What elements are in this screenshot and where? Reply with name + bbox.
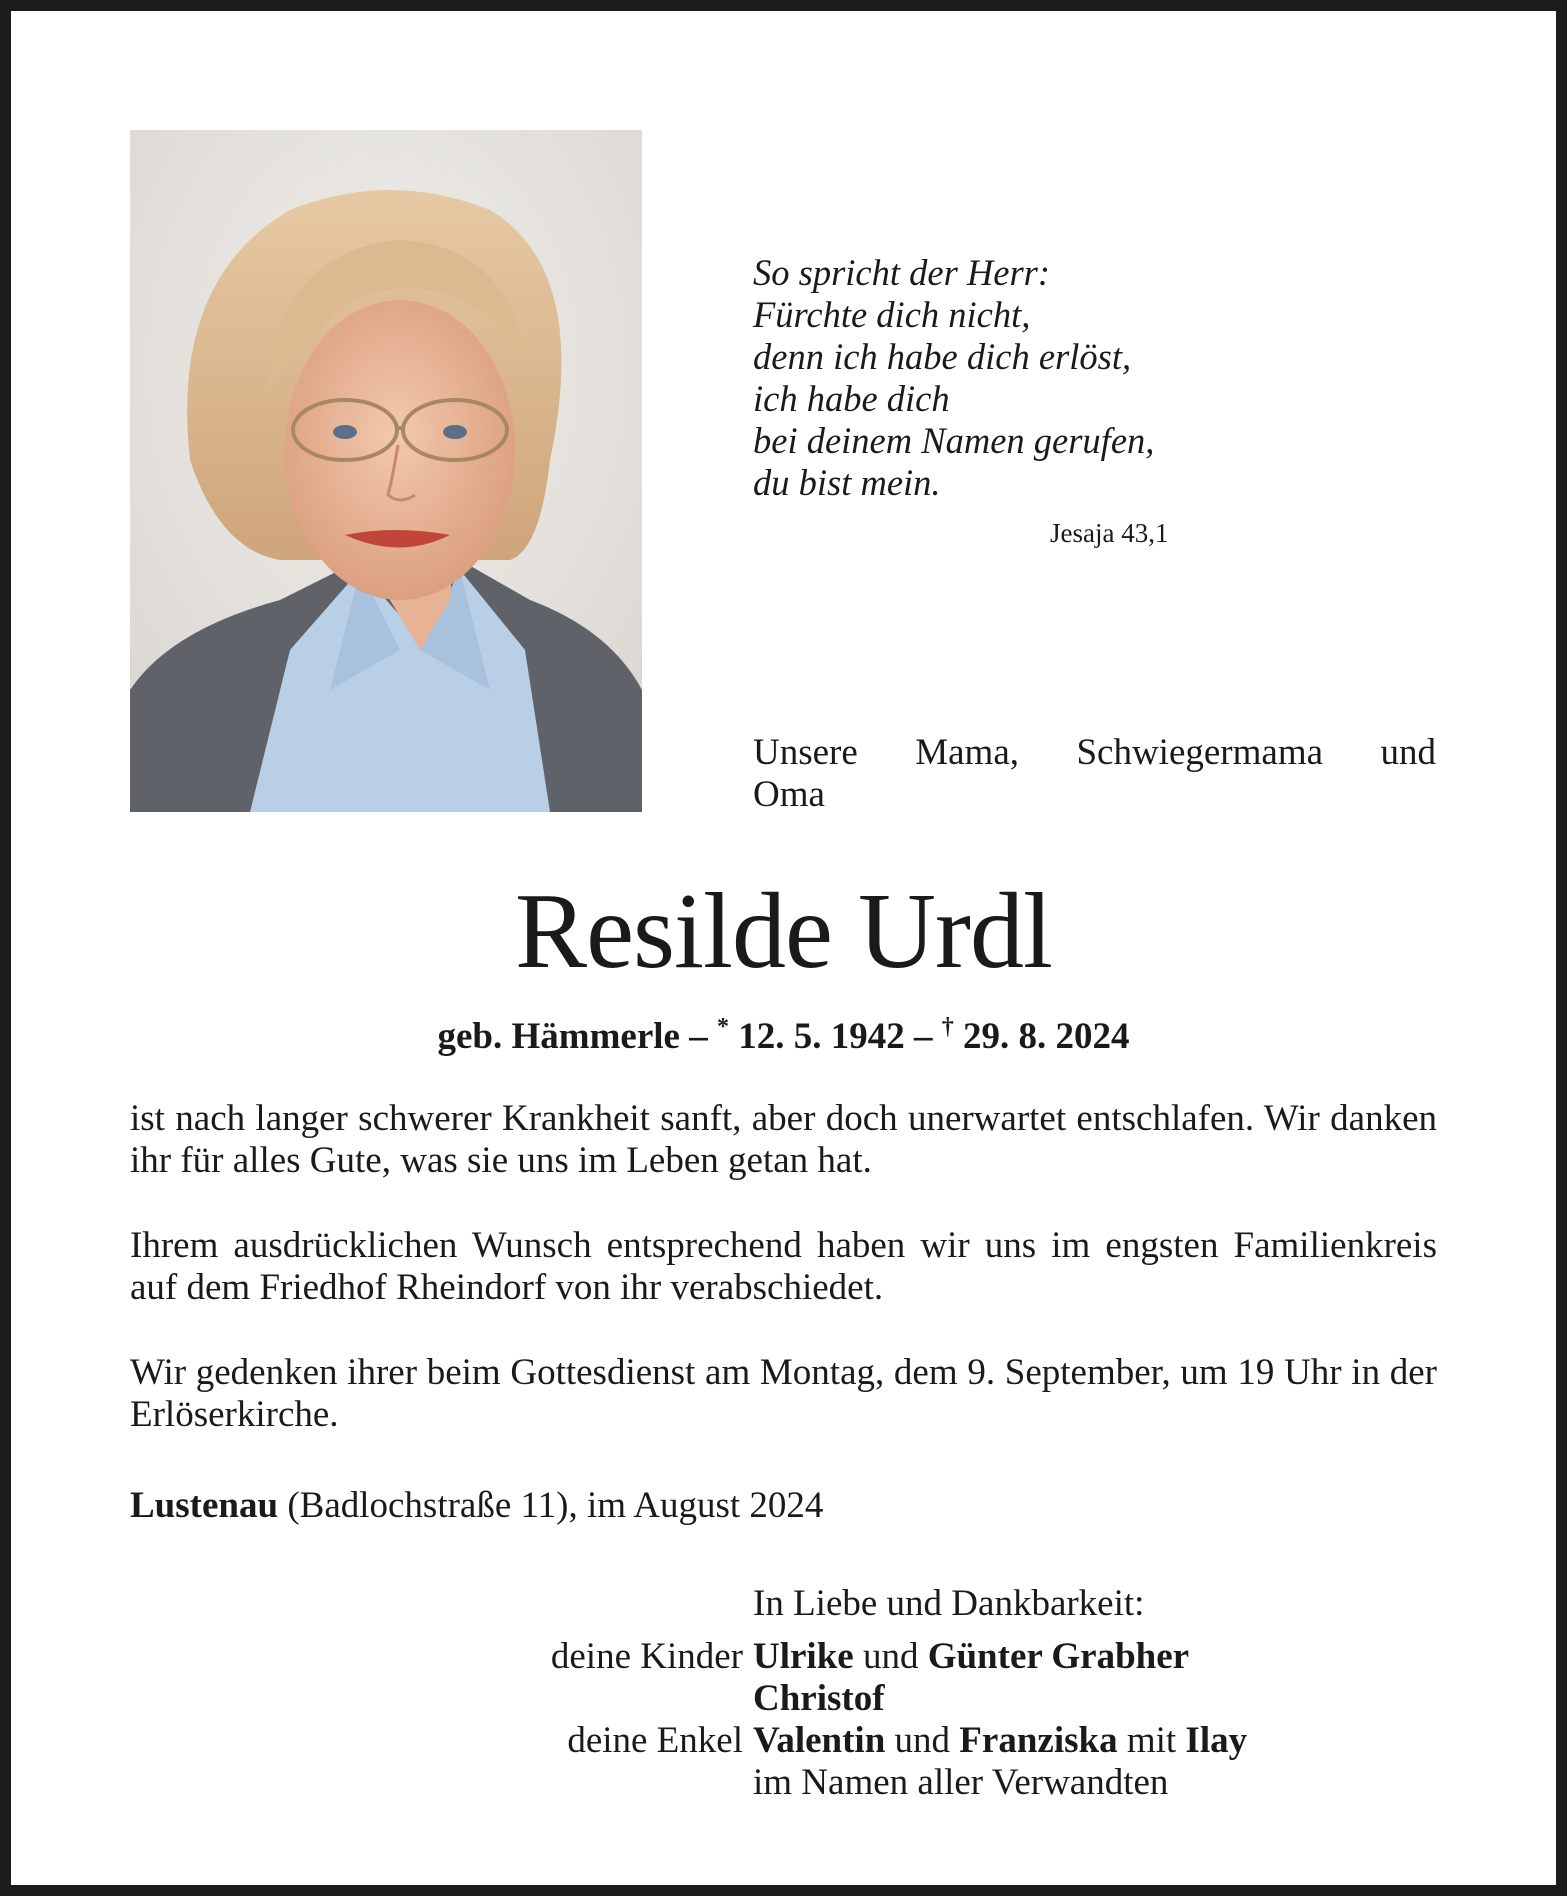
children-label: deine Kinder <box>550 1636 743 1677</box>
verse-line: bei deinem Namen gerufen, <box>753 420 1155 461</box>
deceased-name: Resilde Urdl <box>515 872 1052 991</box>
signature-heading: In Liebe und Dankbarkeit: <box>753 1583 1145 1624</box>
verse-line: denn ich habe dich erlöst, <box>753 336 1132 377</box>
paragraph: Wir gedenken ihrer beim Gottesdienst am Montag, dem 9. September, um 19 Uhr in der Erlöserkirche. <box>130 1352 1437 1435</box>
child-partner-name: Günter Grabher <box>927 1636 1190 1677</box>
verse-reference: Jesaja 43,1 <box>1050 518 1169 548</box>
grandchild-name: Franziska <box>959 1720 1118 1761</box>
birth-date: 12. 5. 1942 – <box>728 1016 933 1057</box>
grandchild-name: Ilay <box>1185 1720 1248 1761</box>
verse-line: du bist mein. <box>753 462 941 503</box>
life-dates <box>0 1004 1567 1060</box>
paragraph: ist nach langer schwerer Krankheit sanft, aber doch unerwartet entschlafen. Wir danken ihr für alles Gute, was sie uns im Leben getan hat. <box>130 1098 1437 1181</box>
children-names <box>753 1678 885 1720</box>
birth-symbol: * <box>716 1014 729 1040</box>
maiden-name: geb. Hämmerle – <box>437 1016 708 1057</box>
verse-line: ich habe dich <box>753 378 950 419</box>
bible-verse <box>753 252 1273 504</box>
grandchildren-names <box>753 1720 1247 1762</box>
town: Lustenau <box>130 1485 279 1526</box>
death-symbol: † <box>941 1014 954 1040</box>
grandchildren-label: deine Enkel <box>567 1720 743 1761</box>
grandchild-name: Valentin <box>753 1720 886 1761</box>
connector: und <box>853 1636 928 1677</box>
child-name: Ulrike <box>753 1636 854 1677</box>
address-date: (Badlochstraße 11), im August 2024 <box>278 1485 824 1526</box>
place-date <box>130 1485 823 1527</box>
verse-line: Fürchte dich nicht, <box>753 294 1031 335</box>
child-name: Christof <box>753 1678 885 1719</box>
portrait-photo <box>130 130 642 812</box>
death-date: 29. 8. 2024 <box>953 1016 1130 1057</box>
verse-line: So spricht der Herr: <box>753 252 1051 293</box>
children-names <box>753 1636 1189 1678</box>
intro-text: Unsere Mama, Schwiegermama und Oma <box>753 732 1436 815</box>
connector: mit <box>1117 1720 1186 1761</box>
connector: und <box>885 1720 960 1761</box>
closing-text: im Namen aller Verwandten <box>753 1762 1169 1803</box>
paragraph: Ihrem ausdrücklichen Wunsch entsprechend haben wir uns im engsten Familienkreis auf dem Friedhof Rheindorf von ihr verabschiedet. <box>130 1225 1437 1308</box>
